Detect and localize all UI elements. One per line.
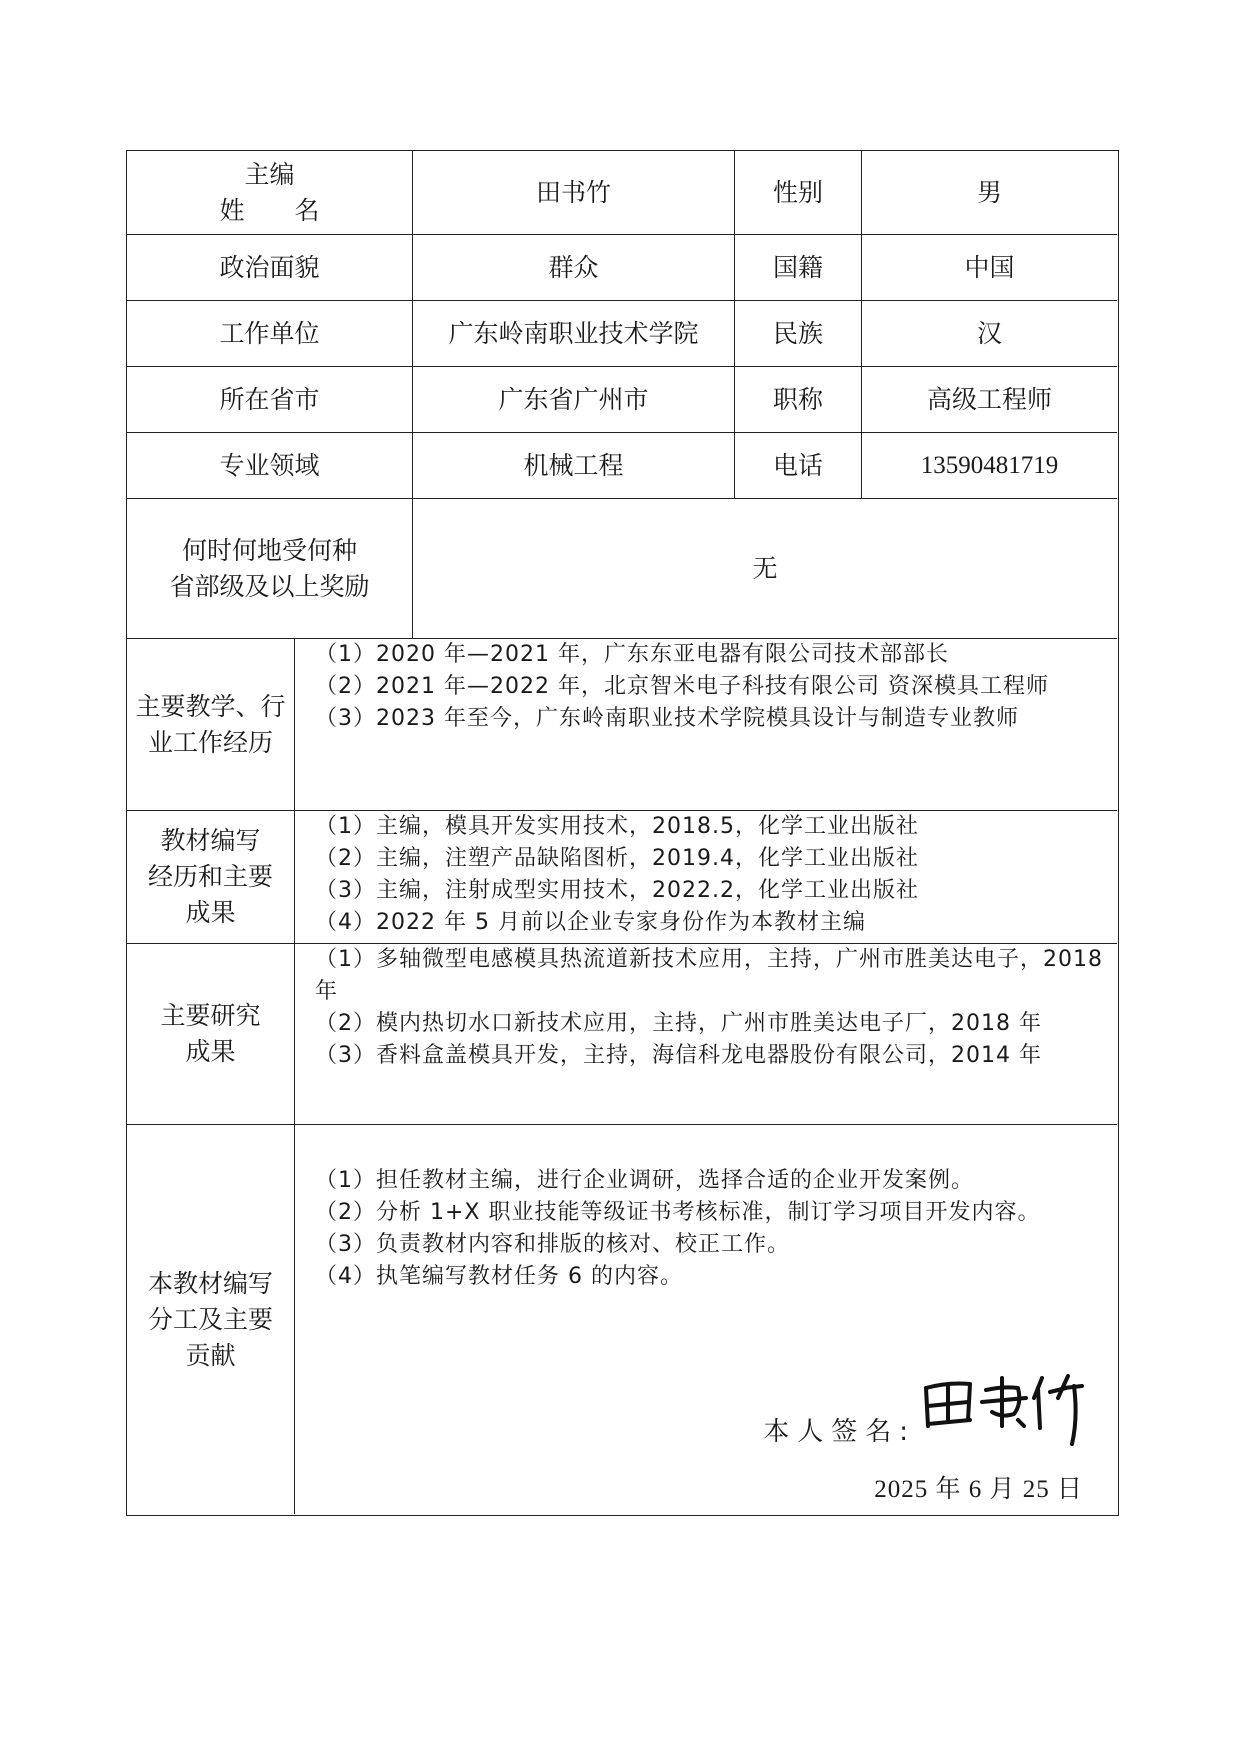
ethnicity-value: 汉 bbox=[862, 301, 1117, 367]
politics-label: 政治面貌 bbox=[127, 235, 413, 301]
gender-value: 男 bbox=[862, 151, 1117, 235]
name-label-line2: 姓 名 bbox=[219, 195, 320, 225]
nationality-value: 中国 bbox=[862, 235, 1117, 301]
location-label: 所在省市 bbox=[127, 367, 413, 433]
research-content bbox=[295, 944, 1117, 1125]
nationality-label: 国籍 bbox=[735, 235, 862, 301]
title-value: 高级工程师 bbox=[862, 367, 1117, 433]
textbook-item: （2）主编，注塑产品缺陷图析，2019.4，化学工业出版社 bbox=[315, 846, 919, 871]
name-label-line1: 主编 bbox=[244, 159, 295, 189]
textbooks-label-line1: 教材编写 bbox=[160, 826, 261, 855]
name-label bbox=[127, 151, 413, 235]
employer-value: 广东岭南职业技术学院 bbox=[413, 301, 735, 367]
textbooks-label bbox=[127, 811, 295, 944]
textbook-item: （3）主编，注射成型实用技术，2022.2，化学工业出版社 bbox=[315, 878, 919, 903]
location-value: 广东省广州市 bbox=[413, 367, 735, 433]
textbooks-content bbox=[295, 811, 1117, 944]
experience-content bbox=[295, 639, 1117, 811]
textbooks-label-line3: 成果 bbox=[185, 898, 236, 927]
awards-label bbox=[127, 499, 413, 639]
research-label bbox=[127, 944, 295, 1125]
awards-value: 无 bbox=[413, 499, 1117, 639]
contribution-content bbox=[295, 1125, 1117, 1514]
title-label: 职称 bbox=[735, 367, 862, 433]
contribution-item: （2）分析 1+X 职业技能等级证书考核标准，制订学习项目开发内容。 bbox=[315, 1200, 1041, 1225]
research-item: （2）模内热切水口新技术应用，主持，广州市胜美达电子厂，2018 年 bbox=[315, 1011, 1042, 1036]
contribution-item: （3）负责教材内容和排版的核对、校正工作。 bbox=[315, 1232, 790, 1257]
field-value: 机械工程 bbox=[413, 433, 735, 499]
contribution-item: （4）执笔编写教材任务 6 的内容。 bbox=[315, 1264, 683, 1289]
research-item: （1）多轴微型电感模具热流道新技术应用，主持，广州市胜美达电子，2018 年 bbox=[315, 947, 1103, 1004]
research-label-line1: 主要研究 bbox=[160, 1001, 261, 1030]
contribution-label-line3: 贡献 bbox=[185, 1340, 236, 1370]
politics-value: 群众 bbox=[413, 235, 735, 301]
research-label-line2: 成果 bbox=[185, 1037, 236, 1066]
awards-label-line2: 省部级及以上奖励 bbox=[169, 571, 370, 601]
phone-value: 13590481719 bbox=[862, 433, 1117, 499]
textbook-item: （4）2022 年 5 月前以企业专家身份作为本教材主编 bbox=[315, 910, 866, 935]
phone-label: 电话 bbox=[735, 433, 862, 499]
contribution-item: （1）担任教材主编，进行企业调研，选择合适的企业开发案例。 bbox=[315, 1168, 974, 1193]
signature-date: 2025 年 6 月 25 日 bbox=[874, 1476, 1083, 1503]
contribution-label-line2: 分工及主要 bbox=[147, 1304, 273, 1334]
research-item: （3）香料盒盖模具开发，主持，海信科龙电器股份有限公司，2014 年 bbox=[315, 1043, 1042, 1068]
textbooks-label-line2: 经历和主要 bbox=[147, 862, 273, 891]
experience-item: （3）2023 年至今，广东岭南职业技术学院模具设计与制造专业教师 bbox=[315, 706, 1019, 731]
experience-label-line2: 业工作经历 bbox=[147, 727, 273, 757]
employer-label: 工作单位 bbox=[127, 301, 413, 367]
contribution-label bbox=[127, 1125, 295, 1514]
experience-item: （1）2020 年—2021 年，广东东亚电器有限公司技术部部长 bbox=[315, 642, 949, 667]
contribution-label-line1: 本教材编写 bbox=[147, 1268, 273, 1298]
textbook-item: （1）主编，模具开发实用技术，2018.5，化学工业出版社 bbox=[315, 814, 919, 839]
signature-label: 本人签名: bbox=[763, 1417, 916, 1447]
awards-label-line1: 何时何地受何种 bbox=[181, 535, 357, 565]
editor-info-form bbox=[126, 150, 1119, 1516]
name-value: 田书竹 bbox=[413, 151, 735, 235]
signature-row bbox=[763, 1368, 1093, 1448]
handwritten-signature bbox=[918, 1368, 1093, 1448]
experience-label-line1: 主要教学、行 bbox=[135, 691, 286, 721]
experience-label bbox=[127, 639, 295, 811]
experience-item: （2）2021 年—2022 年，北京智米电子科技有限公司 资深模具工程师 bbox=[315, 674, 1049, 699]
ethnicity-label: 民族 bbox=[735, 301, 862, 367]
field-label: 专业领域 bbox=[127, 433, 413, 499]
gender-label: 性别 bbox=[735, 151, 862, 235]
